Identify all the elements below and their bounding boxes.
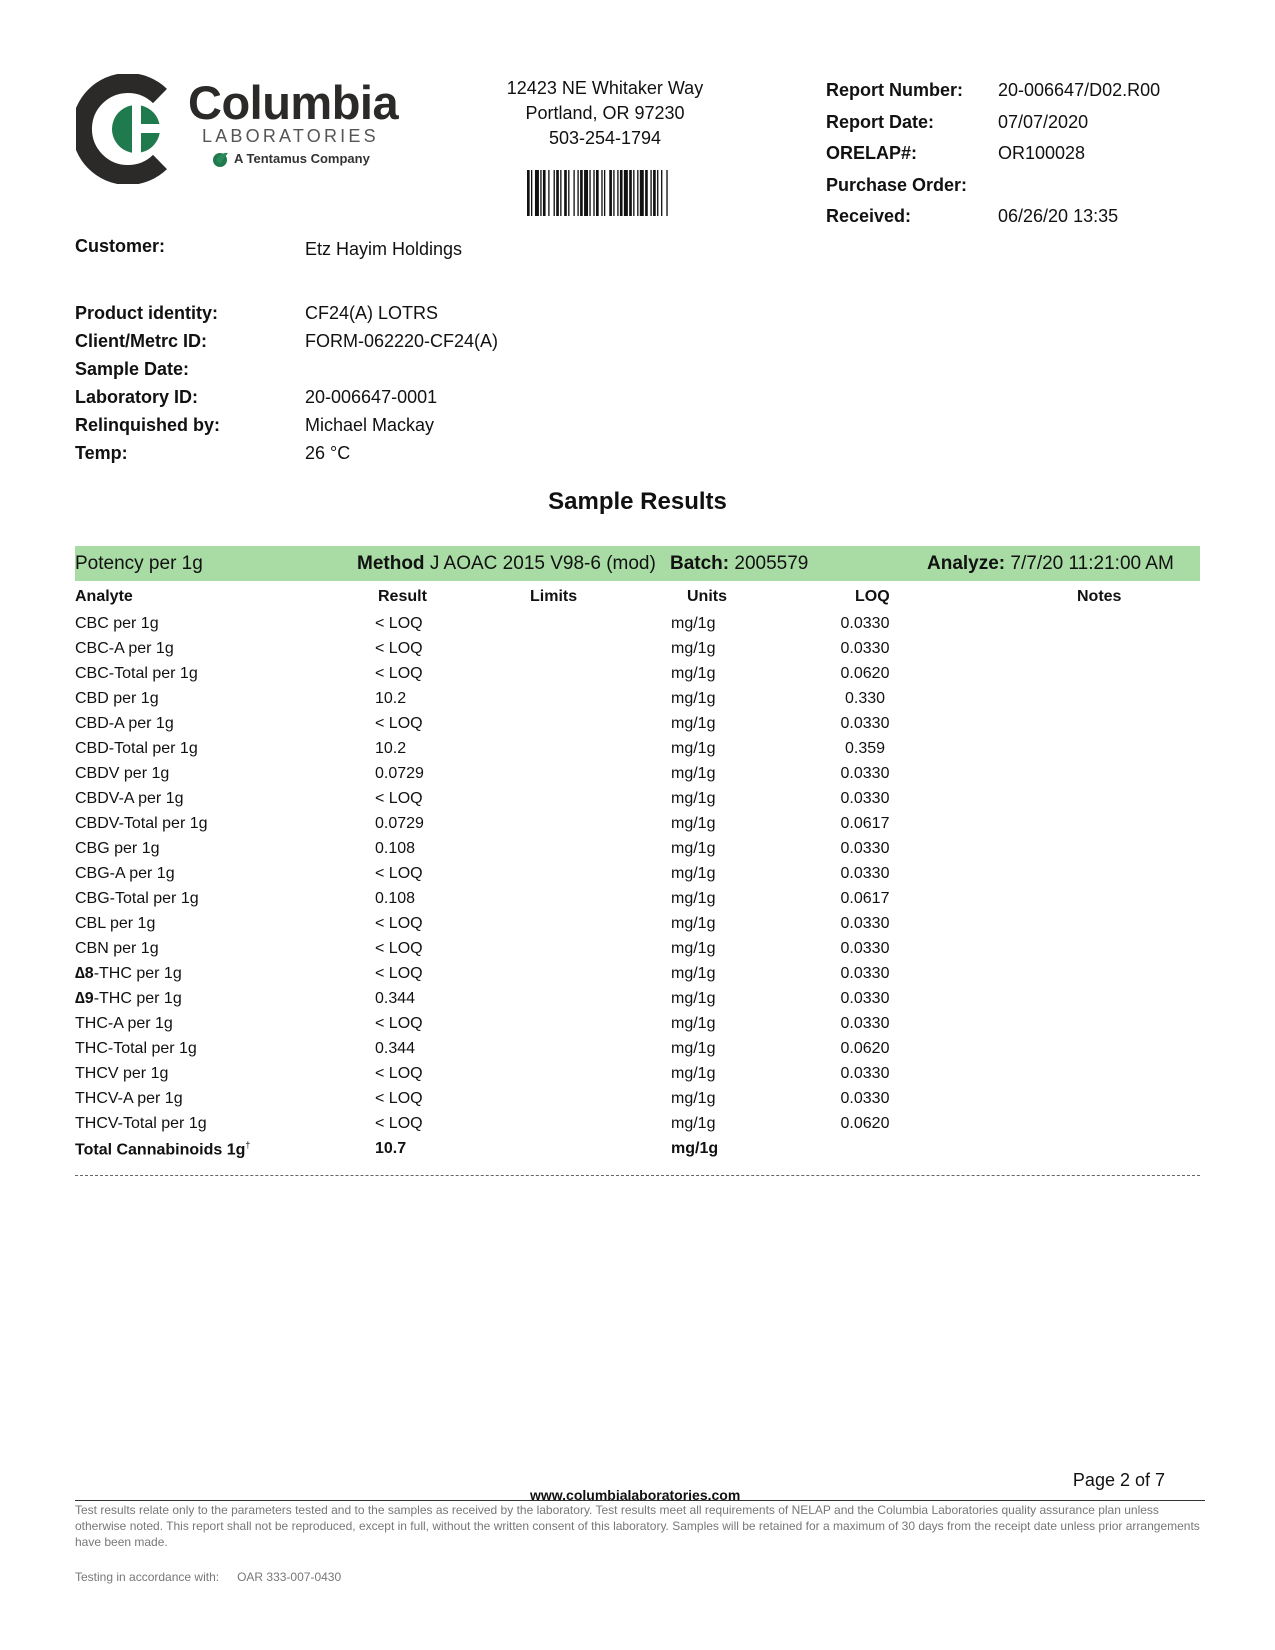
address-line-1: 12423 NE Whitaker Way <box>506 78 704 98</box>
analyte-cell <box>75 715 174 733</box>
analyte-cell <box>75 1015 173 1033</box>
table-row <box>75 611 1200 636</box>
table-row <box>75 861 1200 886</box>
units-cell: mg/1g <box>671 640 716 657</box>
analyte-cell <box>75 740 198 758</box>
sample-info-row <box>75 383 498 411</box>
report-meta-label: Report Number: <box>826 80 964 101</box>
table-row <box>75 961 1200 986</box>
units-cell: mg/1g <box>671 965 716 982</box>
result-cell: < LOQ <box>375 865 423 882</box>
barcode-bar <box>573 170 574 216</box>
units-cell: mg/1g <box>671 765 716 782</box>
loq-cell: 0.0330 <box>840 765 890 782</box>
table-row <box>75 1111 1200 1136</box>
sample-info-value: Michael Mackay <box>305 414 435 435</box>
header-loq: LOQ <box>855 588 890 605</box>
loq-cell: 0.0330 <box>840 615 890 632</box>
table-row <box>75 661 1200 686</box>
analyte-cell <box>75 640 174 658</box>
loq-cell: 0.0620 <box>840 1040 890 1057</box>
analyte-name: CBD-Total per 1g <box>75 740 198 757</box>
header-units: Units <box>687 588 727 605</box>
analyze-label: Analyze: <box>927 552 1006 574</box>
barcode-bar <box>613 170 614 216</box>
section-divider <box>75 1175 1200 1176</box>
sample-info-label: Product identity: <box>75 302 218 323</box>
analyte-cell <box>75 990 182 1008</box>
loq-cell: 0.0330 <box>840 1015 890 1032</box>
units-cell: mg/1g <box>671 690 716 707</box>
report-meta-row <box>826 170 1266 202</box>
total-units: mg/1g <box>671 1140 719 1157</box>
analyte-name: THCV per 1g <box>75 1065 169 1082</box>
table-row <box>75 636 1200 661</box>
analyte-name: THC-Total per 1g <box>75 1040 197 1057</box>
analyte-name: CBD-A per 1g <box>75 715 174 732</box>
result-cell: < LOQ <box>375 790 423 807</box>
website-link[interactable]: www.columbialaboratories.com <box>530 1487 741 1503</box>
sample-info-row <box>75 299 498 327</box>
header-notes: Notes <box>1077 588 1122 605</box>
barcode-bar <box>548 170 549 216</box>
analyte-name: THCV-Total per 1g <box>75 1115 207 1132</box>
total-analyte <box>75 1140 250 1159</box>
barcode-icon <box>527 170 669 216</box>
sample-info-value: 20-006647-0001 <box>305 386 438 407</box>
sample-info-label: Client/Metrc ID: <box>75 330 208 351</box>
analyte-cell <box>75 915 155 933</box>
sample-info-label: Temp: <box>75 442 128 463</box>
customer-row <box>75 236 462 260</box>
barcode-bar <box>568 170 569 216</box>
sample-info-value: FORM-062220-CF24(A) <box>305 330 499 351</box>
loq-cell: 0.359 <box>844 740 886 757</box>
report-details <box>826 75 1266 233</box>
lab-address <box>480 76 730 151</box>
total-result: 10.7 <box>375 1140 407 1157</box>
report-meta-label: Report Date: <box>826 111 935 132</box>
units-cell: mg/1g <box>671 615 716 632</box>
barcode-bar <box>593 170 594 216</box>
logo-tagline <box>212 150 370 168</box>
report-meta-value: OR100028 <box>998 143 1086 164</box>
barcode-bar <box>657 170 658 216</box>
loq-cell: 0.0330 <box>840 1090 890 1107</box>
page-number: Page 2 of 7 <box>1072 1470 1165 1490</box>
loq-cell: 0.0330 <box>840 990 890 1007</box>
sample-info-label: Relinquished by: <box>75 414 221 435</box>
analyte-cell <box>75 690 159 708</box>
compliance-value: OAR 333-007-0430 <box>237 1570 342 1584</box>
barcode-bar <box>589 170 590 216</box>
barcode-bar <box>653 170 656 216</box>
loq-cell: 0.0330 <box>840 640 890 657</box>
table-header <box>75 581 1200 611</box>
barcode-bar <box>596 170 599 216</box>
address-phone: 503-254-1794 <box>548 128 662 148</box>
result-cell: < LOQ <box>375 915 423 932</box>
result-rows <box>75 611 1200 1136</box>
analyte-name: -THC per 1g <box>93 990 182 1007</box>
sample-info-value: CF24(A) LOTRS <box>305 302 439 323</box>
barcode-bar <box>617 170 618 216</box>
loq-cell: 0.0330 <box>840 965 890 982</box>
result-cell: < LOQ <box>375 1115 423 1132</box>
result-cell: 0.0729 <box>375 815 424 832</box>
units-cell: mg/1g <box>671 715 716 732</box>
loq-cell: 0.0330 <box>840 940 890 957</box>
report-meta-label: Received: <box>826 206 912 227</box>
report-meta-row <box>826 75 1266 107</box>
table-row <box>75 761 1200 786</box>
units-cell: mg/1g <box>671 815 716 832</box>
table-row <box>75 1036 1200 1061</box>
table-row <box>75 736 1200 761</box>
analyte-cell <box>75 965 182 983</box>
barcode-bar <box>637 170 638 216</box>
units-cell: mg/1g <box>671 990 716 1007</box>
barcode-bar <box>531 170 532 216</box>
result-cell: 0.344 <box>375 990 416 1007</box>
analyte-cell <box>75 1065 168 1083</box>
units-cell: mg/1g <box>671 1040 716 1057</box>
result-cell: < LOQ <box>375 1065 423 1082</box>
report-meta-value: 06/26/20 13:35 <box>998 206 1119 227</box>
analyte-cell <box>75 790 184 808</box>
result-cell: < LOQ <box>375 715 423 732</box>
result-cell: 10.2 <box>375 740 407 757</box>
method-label: Method <box>357 552 425 574</box>
barcode-bar <box>580 170 583 216</box>
table-row <box>75 1011 1200 1036</box>
result-cell: < LOQ <box>375 965 423 982</box>
units-cell: mg/1g <box>671 1115 716 1132</box>
report-meta-row <box>826 107 1266 139</box>
barcode-bar <box>620 170 623 216</box>
result-cell: 0.0729 <box>375 765 424 782</box>
total-analyte-label: Total Cannabinoids 1g <box>75 1141 246 1159</box>
batch-value: 2005579 <box>734 552 809 574</box>
sample-info-row <box>75 411 498 439</box>
analyte-prefix: ∆9 <box>75 990 94 1007</box>
result-cell: < LOQ <box>375 940 423 957</box>
loq-cell: 0.0330 <box>840 1065 890 1082</box>
analyte-name: CBC-A per 1g <box>75 640 174 657</box>
units-cell: mg/1g <box>671 1090 716 1107</box>
loq-cell: 0.330 <box>844 690 886 707</box>
table-row <box>75 886 1200 911</box>
report-meta-row <box>826 138 1266 170</box>
batch-info <box>670 553 808 575</box>
result-cell: < LOQ <box>375 1015 423 1032</box>
analyze-info <box>927 553 1174 575</box>
barcode-bar <box>584 170 588 216</box>
loq-cell: 0.0620 <box>840 665 890 682</box>
analyte-name: THC-A per 1g <box>75 1015 173 1032</box>
report-meta-label: ORELAP#: <box>826 143 918 164</box>
loq-cell: 0.0330 <box>840 865 890 882</box>
barcode-bar <box>535 170 539 216</box>
analyte-name: CBG per 1g <box>75 840 160 857</box>
barcode-bar <box>601 170 602 216</box>
sample-info-row <box>75 327 498 355</box>
report-meta-label: Purchase Order: <box>826 174 968 195</box>
analyte-name: THCV-A per 1g <box>75 1090 183 1107</box>
disclaimer-text: Test results relate only to the parameters tested and to the samples as received by the laboratory. Test results meet all requirements of NELAP and the Columbia Laboratories quality assurance plan unless otherwise noted. This report shall not be reproduced, except in full, without the written consent of this laboratory. Samples will be retained for a maximum of 30 days from the receipt date unless prior arrangements have been made. <box>75 1503 1200 1549</box>
loq-cell: 0.0330 <box>840 715 890 732</box>
units-cell: mg/1g <box>671 840 716 857</box>
logo-name: Columbia <box>188 76 399 129</box>
units-cell: mg/1g <box>671 915 716 932</box>
analyte-name: CBC per 1g <box>75 615 159 632</box>
columbia-logo-icon <box>76 74 184 184</box>
header-result: Result <box>378 588 427 605</box>
result-cell: 0.108 <box>375 840 416 857</box>
units-cell: mg/1g <box>671 890 716 907</box>
method-value: J AOAC 2015 V98-6 (mod) <box>429 552 656 574</box>
barcode-bar <box>556 170 559 216</box>
table-row <box>75 686 1200 711</box>
analyte-cell <box>75 1090 183 1108</box>
barcode-bar <box>666 170 667 216</box>
analyze-value: 7/7/20 11:21:00 AM <box>1010 552 1174 574</box>
barcode-bar <box>560 170 561 216</box>
analyte-name: -THC per 1g <box>93 965 182 982</box>
report-meta-value: 20-006647/D02.R00 <box>998 80 1161 101</box>
table-row <box>75 986 1200 1011</box>
analyte-name: CBD per 1g <box>75 690 159 707</box>
analyte-cell <box>75 815 208 833</box>
footer-divider <box>75 1500 1205 1501</box>
barcode-bar <box>661 170 662 216</box>
analyte-name: CBN per 1g <box>75 940 159 957</box>
units-cell: mg/1g <box>671 940 716 957</box>
report-meta-row <box>826 201 1266 233</box>
tentamus-leaf-icon <box>212 150 230 168</box>
analyte-cell <box>75 840 159 858</box>
analyte-cell <box>75 940 159 958</box>
units-cell: mg/1g <box>671 665 716 682</box>
barcode-bar <box>645 170 648 216</box>
analyte-name: CBDV-A per 1g <box>75 790 184 807</box>
result-cell: < LOQ <box>375 615 423 632</box>
sample-info-row <box>75 355 498 383</box>
barcode-bar <box>577 170 578 216</box>
units-cell: mg/1g <box>671 1065 716 1082</box>
loq-cell: 0.0617 <box>840 890 890 907</box>
analyte-cell <box>75 865 175 883</box>
table-row <box>75 711 1200 736</box>
compliance-note <box>75 1570 341 1584</box>
header-analyte: Analyte <box>75 588 133 605</box>
barcode-bar <box>543 170 546 216</box>
analyte-name: CBDV-Total per 1g <box>75 815 208 832</box>
result-cell: < LOQ <box>375 665 423 682</box>
table-row <box>75 786 1200 811</box>
sample-info <box>75 299 498 467</box>
analyte-cell <box>75 665 198 683</box>
loq-cell: 0.0620 <box>840 1115 890 1132</box>
barcode-bar <box>650 170 651 216</box>
result-cell: 0.344 <box>375 1040 416 1057</box>
analyte-name: CBG-A per 1g <box>75 865 175 882</box>
customer-label: Customer: <box>75 236 166 256</box>
table-row <box>75 811 1200 836</box>
method-info <box>357 553 656 575</box>
loq-cell: 0.0617 <box>840 815 890 832</box>
units-cell: mg/1g <box>671 740 716 757</box>
barcode-bar <box>554 170 555 216</box>
barcode-bar <box>564 170 567 216</box>
barcode-bar <box>624 170 628 216</box>
potency-results <box>75 546 1200 1176</box>
analyte-cell <box>75 765 169 783</box>
report-meta-value: 07/07/2020 <box>998 111 1089 132</box>
section-name: Potency per 1g <box>75 552 203 574</box>
barcode-bar <box>629 170 632 216</box>
analyte-cell <box>75 615 159 633</box>
table-row <box>75 1086 1200 1111</box>
analyte-name: CBL per 1g <box>75 915 156 932</box>
logo-tagline-text: A Tentamus Company <box>234 151 370 166</box>
barcode-bar <box>527 170 530 216</box>
sample-info-value: 26 °C <box>305 442 351 463</box>
logo-subtitle: LABORATORIES <box>202 126 379 146</box>
result-cell: < LOQ <box>375 1090 423 1107</box>
barcode-bar <box>633 170 634 216</box>
results-title: Sample Results <box>548 488 727 515</box>
units-cell: mg/1g <box>671 790 716 807</box>
analyte-cell <box>75 890 199 908</box>
table-row <box>75 936 1200 961</box>
address-line-2: Portland, OR 97230 <box>525 103 685 123</box>
result-cell: < LOQ <box>375 640 423 657</box>
sample-info-row <box>75 439 498 467</box>
method-bar <box>75 546 1200 581</box>
sample-info-label: Sample Date: <box>75 358 190 379</box>
analyte-name: CBG-Total per 1g <box>75 890 199 907</box>
analyte-cell <box>75 1115 207 1133</box>
table-row <box>75 911 1200 936</box>
sample-info-label: Laboratory ID: <box>75 386 199 407</box>
compliance-label: Testing in accordance with: <box>75 1570 220 1584</box>
result-cell: 10.2 <box>375 690 407 707</box>
company-logo <box>76 74 399 184</box>
analyte-prefix: ∆8 <box>75 965 94 982</box>
units-cell: mg/1g <box>671 865 716 882</box>
result-cell: 0.108 <box>375 890 416 907</box>
loq-cell: 0.0330 <box>840 790 890 807</box>
barcode-bar <box>604 170 605 216</box>
barcode-bar <box>609 170 612 216</box>
header-limits: Limits <box>530 588 578 605</box>
analyte-name: CBDV per 1g <box>75 765 170 782</box>
analyte-name: CBC-Total per 1g <box>75 665 198 682</box>
loq-cell: 0.0330 <box>840 915 890 932</box>
analyte-cell <box>75 1040 197 1058</box>
total-marker: † <box>245 1140 251 1150</box>
total-row <box>75 1136 1200 1161</box>
barcode-bar <box>540 170 541 216</box>
units-cell: mg/1g <box>671 1015 716 1032</box>
table-row <box>75 836 1200 861</box>
customer-value: Etz Hayim Holdings <box>305 239 463 259</box>
table-row <box>75 1061 1200 1086</box>
loq-cell: 0.0330 <box>840 840 890 857</box>
batch-label: Batch: <box>670 552 730 574</box>
barcode-bar <box>640 170 644 216</box>
